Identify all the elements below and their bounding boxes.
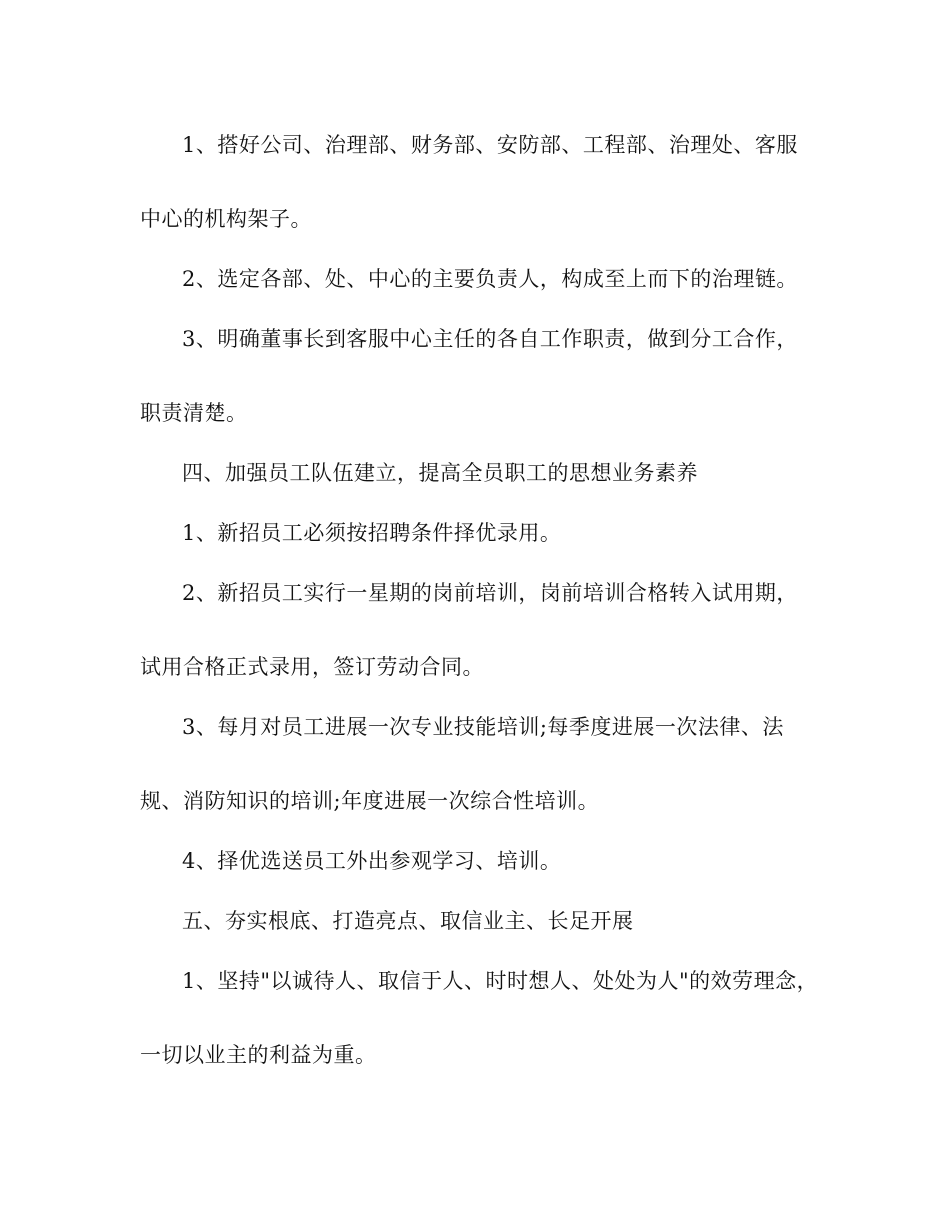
paragraph-line: 3、明确董事长到客服中心主任的各自工作职责，做到分工合作， (182, 327, 798, 351)
paragraph-line: 3、每月对员工进展一次专业技能培训;每季度进展一次法律、法 (182, 715, 784, 739)
paragraph-line: 1、搭好公司、治理部、财务部、安防部、工程部、治理处、客服 (182, 133, 798, 157)
paragraph-line: 职责清楚。 (140, 401, 248, 425)
section-heading: 五、夯实根底、打造亮点、取信业主、长足开展 (182, 909, 634, 933)
paragraph-line: 一切以业主的利益为重。 (140, 1043, 377, 1067)
paragraph-line: 规、消防知识的培训;年度进展一次综合性培训。 (140, 789, 600, 813)
section-heading: 四、加强员工队伍建立，提高全员职工的思想业务素养 (182, 461, 698, 485)
paragraph-line: 试用合格正式录用，签订劳动合同。 (140, 655, 484, 679)
paragraph-line: 中心的机构架子。 (140, 207, 312, 231)
paragraph-line: 1、坚持"以诚待人、取信于人、时时想人、处处为人"的效劳理念， (182, 969, 819, 993)
paragraph-line: 4、择优选送员工外出参观学习、培训。 (182, 849, 562, 873)
paragraph-line: 2、选定各部、处、中心的主要负责人，构成至上而下的治理链。 (182, 267, 798, 291)
paragraph-line: 1、新招员工必须按招聘条件择优录用。 (182, 521, 562, 545)
paragraph-line: 2、新招员工实行一星期的岗前培训，岗前培训合格转入试用期， (182, 581, 798, 605)
